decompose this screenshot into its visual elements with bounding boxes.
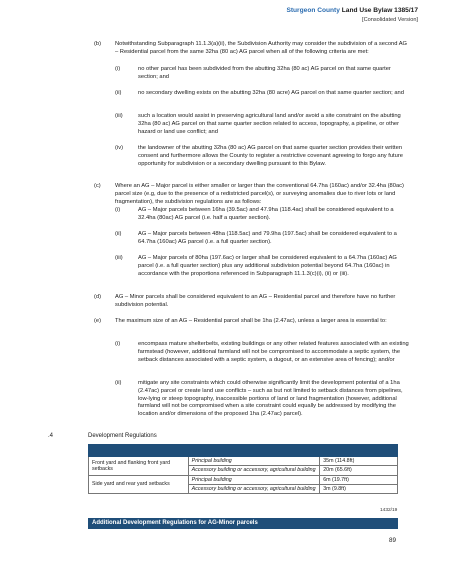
clause-e-ii-text: mitigate any site constraints which could otherwise significantly limit the development potential of a 1ha (2.47ac) parcel or create land use conflicts – such as but not limited to setback distances from pipelines, low-lying or steep topography, inaccessible portions of land or land fragmentation (however, additional farmland will not be compromised when a site constraint could equally be addressed by modifying the location and/or dimensions of the proposed 1ha (2.47ac) parcel).	[138, 380, 403, 417]
clause-b-iii-label: (iii)	[115, 113, 123, 119]
section-title: Development Regulations	[88, 433, 157, 439]
table-use-cell: Accessory building or accessory, agricultural building	[188, 484, 320, 493]
clause-b-iv-text: the landowner of the abutting 32ha (80 ac) AG parcel on that same quarter section provides their written consent and furthermore allows the County to register a restrictive covenant agreeing to forgo any future opportunity for subdivision or a secondary dwelling pursuant to this Bylaw.	[138, 145, 403, 167]
clause-e-ii-label: (ii)	[115, 380, 122, 386]
table-row	[89, 475, 398, 484]
bylaw-name: Land Use Bylaw 1385/17	[341, 7, 418, 14]
clause-b-i-label: (i)	[115, 66, 121, 72]
clause-e-i-text: encompass mature shelterbelts, existing buildings or any other related features associated with an existing farmstead (however, additional farmland will not be compromised to accommodate a septic system, the setback distances associated with a septic system, a dugout, or an extensive area of fencing); and/or	[138, 341, 409, 363]
clause-e-intro: The maximum size of an AG – Residential parcel shall be 1ha (2.47ac), unless a larger area is essential to:	[115, 318, 387, 324]
clause-c-intro: Where an AG – Major parcel is either smaller or larger than the conventional 64.7ha (160ac) and/or 32.4ha (80ac) parcel size (e.g, due to the presence of a redistricted parcel(s), or surveying anomalies due to river lots or land fragmentation), the subdivision regulations are as follows:	[115, 183, 404, 205]
clause-b-iii-text: such a location would assist in preserving agricultural land and/or avoid a site constraint on the abutting 32ha (80 ac) AG parcel on that same quarter section related to access, topography, a pipeline, or other hazard or land use conflict; and	[138, 113, 401, 135]
clause-c-ii-text: AG – Major parcels between 48ha (118.5ac) and 79.9ha (197.5ac) shall be considered equivalent to a 64.7ha (160ac) AG parcel (i.e. a full quarter section).	[138, 231, 397, 245]
table-use-cell: Accessory building or accessory, agricultural building	[188, 466, 320, 475]
clause-c-i-text: AG – Major parcels between 16ha (39.5ac) and 47.9ha (118.4ac) shall be considered equivalent to a 32.4ha (80ac) AG parcel (i.e. half a quarter section).	[138, 207, 394, 221]
table-value-cell: 20m (65.6ft)	[320, 466, 398, 475]
page-number: 89	[389, 537, 397, 544]
clause-b-i-text: no other parcel has been subdivided from the abutting 32ha (80 ac) AG parcel on that same quarter section; and	[138, 66, 391, 80]
table-group-cell: Front yard and flanking front yard setbacks	[89, 457, 189, 476]
document-header	[286, 7, 418, 14]
table-row	[89, 457, 398, 466]
table-value-cell: 35m (114.8ft)	[320, 457, 398, 466]
clause-c-i-label: (i)	[115, 207, 121, 213]
clause-b-intro: Notwithstanding Subparagraph 11.1.3(a)(ii), the Subdivision Authority may consider the subdivision of a second AG – Residential parcel from the same 32ha (80 ac) AG parcel when all of the following criteria are met:	[115, 41, 408, 55]
table-use-cell: Principal building	[188, 475, 320, 484]
section-number: .4	[48, 433, 54, 439]
clause-d-label: (d)	[94, 294, 102, 300]
clause-e-i-label: (i)	[115, 341, 121, 347]
table-use-cell: Principal building	[188, 457, 320, 466]
clause-b-ii-text: no secondary dwelling exists on the abutting 32ha (80 acre) AG parcel on that same quarter section; and	[138, 90, 404, 96]
consolidated-label: [Consolidated Version]	[362, 17, 418, 23]
clause-b-label: (b)	[94, 41, 102, 47]
table-group-cell: Side yard and rear yard setbacks	[89, 475, 189, 494]
clause-c-ii-label: (ii)	[115, 231, 122, 237]
clause-c-label: (c)	[94, 183, 101, 189]
clause-b-iv-label: (iv)	[115, 145, 123, 151]
clause-c-iii-text: AG – Major parcels of 80ha (197.6ac) or larger shall be considered equivalent to a 64.7ha (160ac) AG parcel (i.e. a full quarter section) plus any additional subdivision potential beyond 64.7ha (160ac) in accordance with the proportions referenced in Subparagraph 11.1.3(c)(i), (ii) or (iii).	[138, 255, 397, 277]
regulations-table	[88, 444, 398, 494]
table-header-row	[89, 445, 398, 457]
amendment-reference: 1432/19	[380, 508, 398, 513]
clause-e-label: (e)	[94, 318, 102, 324]
section-banner: Additional Development Regulations for AG-Minor parcels	[88, 518, 398, 529]
county-name: Sturgeon County	[286, 7, 340, 14]
clause-b-ii-label: (ii)	[115, 90, 122, 96]
table-value-cell: 6m (19.7ft)	[320, 475, 398, 484]
clause-d-text: AG – Minor parcels shall be considered equivalent to an AG – Residential parcel and therefore have no further subdivision potential.	[115, 294, 396, 308]
table-value-cell: 3m (9.8ft)	[320, 484, 398, 493]
clause-c-iii-label: (iii)	[115, 255, 123, 261]
